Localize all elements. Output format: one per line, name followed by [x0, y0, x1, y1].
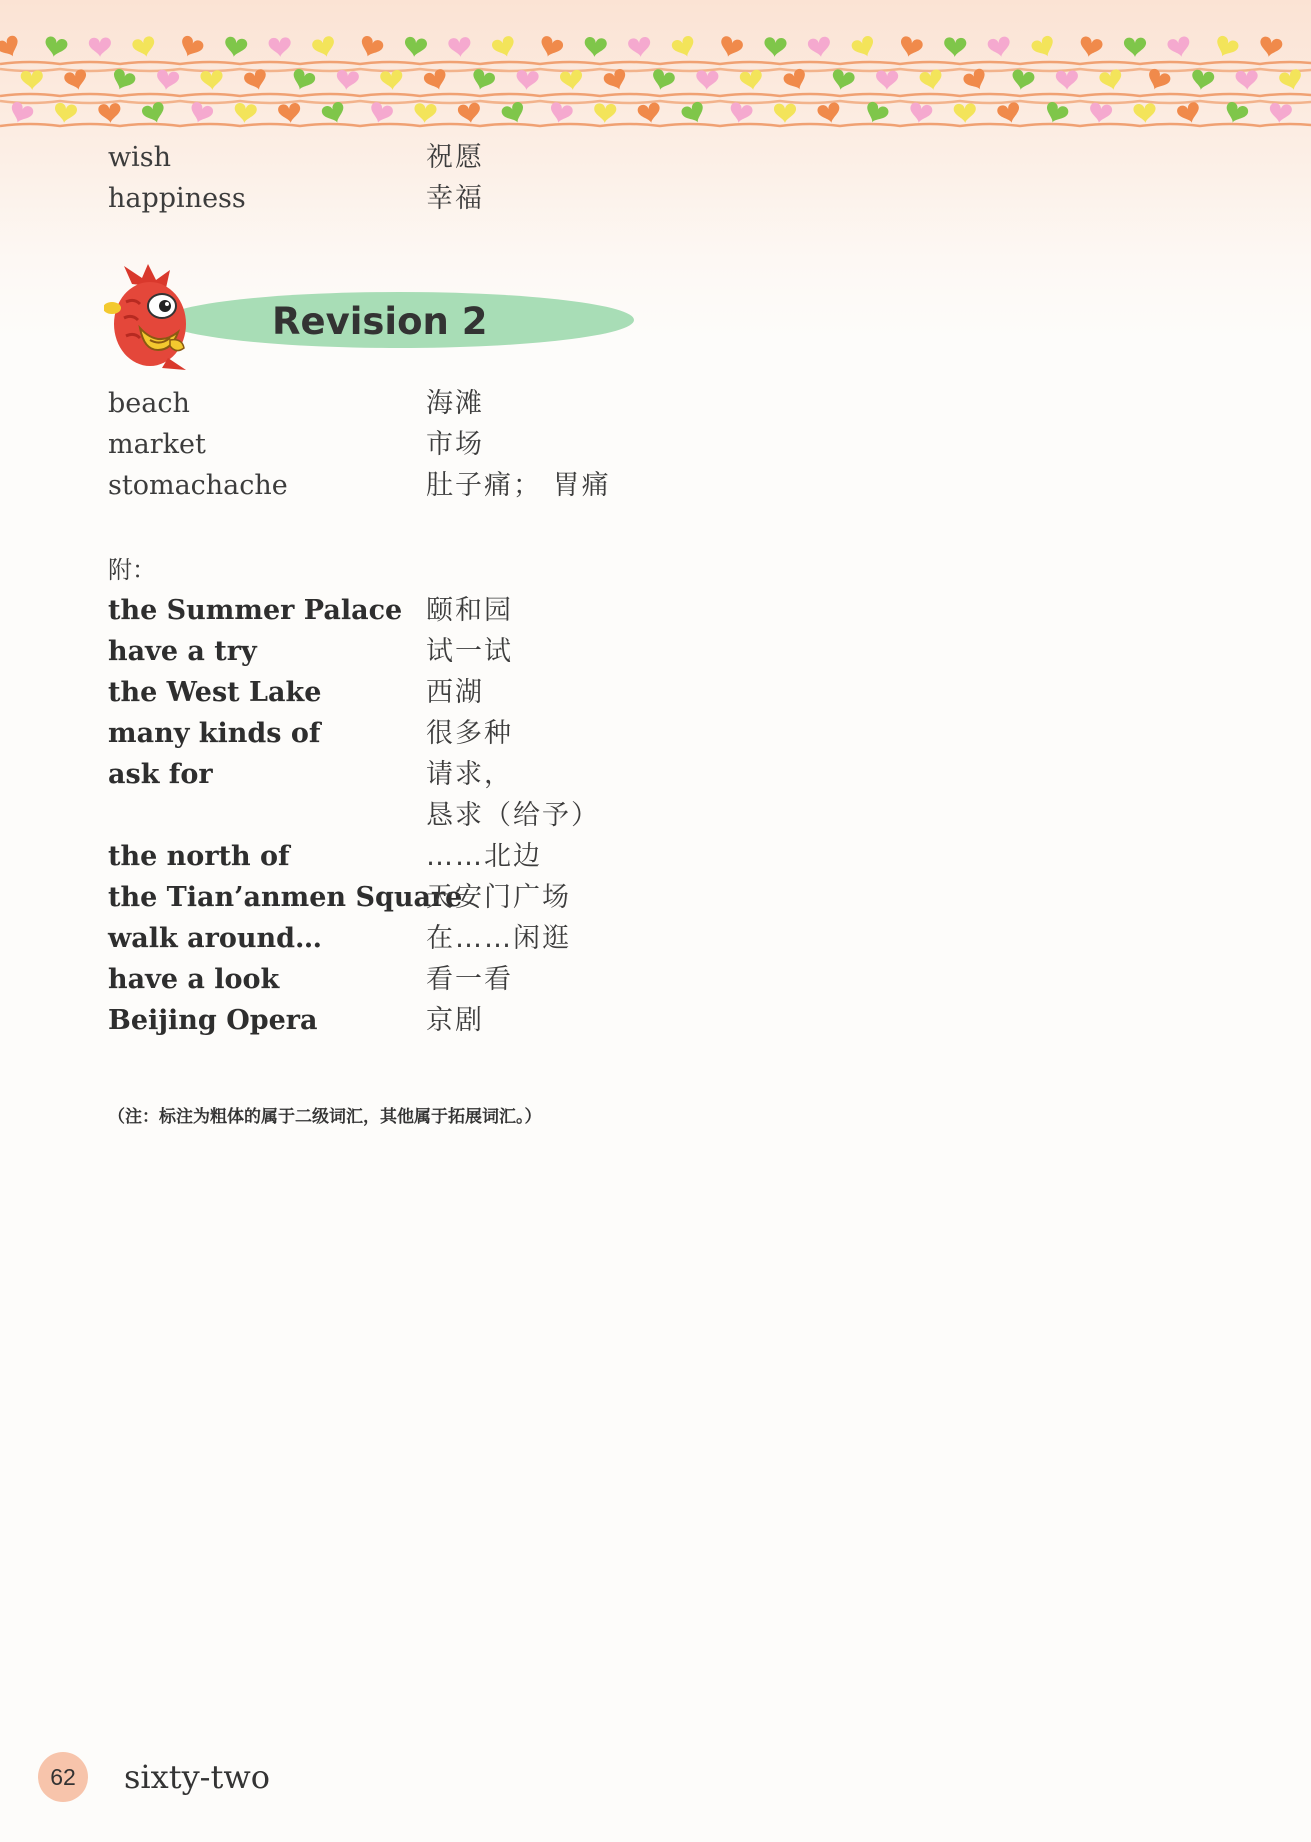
appendix-label: 附：	[108, 556, 156, 584]
phrase-english: have a look	[108, 964, 280, 995]
revision-banner	[104, 262, 634, 374]
vocab-row	[0, 466, 900, 506]
heart-icon	[670, 35, 697, 61]
heart-icon	[1030, 34, 1058, 61]
phrase-row	[0, 796, 900, 836]
phrase-chinese: 试一试	[426, 636, 513, 667]
footnote: （注：标注为粗体的属于二级词汇，其他属于拓展词汇。）	[108, 1107, 542, 1127]
vocab-english: beach	[108, 388, 190, 419]
heart-icon	[954, 103, 977, 123]
garland-string	[0, 124, 1311, 126]
heart-icon	[1222, 101, 1249, 127]
vocab-english: happiness	[108, 183, 246, 214]
heart-icon	[403, 36, 428, 58]
heart-icon	[268, 37, 291, 58]
heart-icon	[830, 68, 856, 92]
phrase-english: many kinds of	[108, 718, 321, 749]
heart-icon	[1042, 100, 1070, 126]
phrase-row	[0, 919, 900, 959]
heart-icon	[594, 103, 617, 123]
heart-icon	[728, 101, 754, 125]
phrase-english: the north of	[108, 841, 290, 872]
heart-icon	[1010, 69, 1036, 93]
heart-icon	[548, 101, 574, 125]
heart-icon	[223, 36, 248, 59]
heart-icon	[1176, 101, 1203, 126]
phrase-english: walk around…	[108, 923, 322, 954]
heart-icon	[739, 69, 764, 92]
vocab-english: market	[108, 429, 206, 460]
heart-icon	[7, 100, 35, 126]
heart-icon	[457, 102, 482, 125]
phrase-english: the Tian’anmen Square	[108, 882, 463, 913]
heart-icon	[89, 37, 111, 57]
heart-icon	[515, 70, 539, 91]
fish-mascot-icon	[104, 262, 194, 374]
heart-icon	[491, 35, 518, 60]
phrase-row	[0, 632, 900, 672]
page-number-words: sixty-two	[124, 1758, 270, 1796]
phrase-chinese: 很多种	[426, 718, 513, 749]
heart-icon	[696, 70, 719, 91]
heart-icon	[559, 69, 584, 91]
heart-icon	[1056, 70, 1078, 90]
phrase-row	[0, 1001, 900, 1041]
heart-icon	[43, 36, 69, 60]
heart-icon	[357, 34, 385, 60]
heart-icon	[21, 70, 44, 90]
vocab-row	[0, 425, 900, 465]
vocab-row	[0, 179, 900, 219]
heart-icon	[583, 37, 607, 59]
heart-icon	[1235, 70, 1258, 91]
heart-icon	[448, 37, 472, 58]
heart-icon	[996, 101, 1022, 125]
heart-icon	[876, 70, 898, 90]
heart-icon	[1088, 102, 1113, 125]
heart-icon	[763, 37, 786, 58]
heart-icon	[413, 103, 436, 124]
vocab-chinese: 肚子痛； 胃痛	[426, 470, 611, 501]
heart-icon	[177, 34, 205, 60]
phrase-english: have a try	[108, 636, 257, 667]
phrase-chinese: 西湖	[426, 677, 484, 708]
phrase-english: ask for	[108, 759, 213, 790]
phrase-chinese: 恳求（给予）	[426, 800, 600, 831]
vocab-row	[0, 138, 900, 178]
heart-icon	[233, 103, 257, 125]
heart-icon	[1268, 102, 1292, 124]
vocab-chinese: 祝愿	[426, 142, 484, 173]
heart-icon	[1166, 35, 1192, 59]
heart-icon	[816, 101, 842, 125]
phrase-row	[0, 878, 900, 918]
heart-icon	[380, 70, 404, 92]
phrase-chinese: ……北边	[426, 841, 542, 872]
vocab-row	[0, 384, 900, 424]
heart-garland-border	[0, 28, 1311, 138]
heart-icon	[53, 102, 78, 124]
heart-icon	[944, 37, 967, 57]
phrase-row	[0, 837, 900, 877]
section-title: Revision 2	[272, 300, 488, 343]
heart-icon	[850, 34, 878, 60]
page-number: 62	[50, 1764, 76, 1790]
phrase-chinese: 天安门广场	[426, 882, 571, 913]
phrase-row	[0, 714, 900, 754]
phrase-english: Beijing Opera	[108, 1005, 318, 1036]
phrase-chinese: 京剧	[426, 1005, 484, 1036]
heart-icon	[500, 100, 528, 126]
heart-icon	[717, 35, 744, 60]
heart-icon	[335, 69, 359, 91]
garland-string	[0, 62, 1311, 64]
phrase-chinese: 看一看	[426, 964, 513, 995]
heart-icon	[278, 102, 302, 124]
phrase-chinese: 颐和园	[426, 595, 513, 626]
vocab-chinese: 市场	[426, 429, 484, 460]
heart-icon	[807, 36, 832, 59]
heart-icon	[1190, 69, 1215, 92]
heart-icon	[98, 103, 122, 124]
vocab-chinese: 幸福	[426, 183, 484, 214]
phrase-english: the Summer Palace	[108, 595, 403, 626]
phrase-row	[0, 673, 900, 713]
heart-icon	[320, 101, 347, 127]
heart-icon	[1078, 35, 1104, 59]
heart-icon	[774, 104, 796, 123]
heart-icon	[628, 36, 652, 58]
garland-string	[0, 94, 1311, 96]
heart-icon	[0, 34, 23, 61]
heart-icon	[537, 35, 564, 61]
heart-icon	[987, 36, 1012, 59]
page-number-badge	[38, 1752, 88, 1802]
phrase-chinese: 在……闲逛	[426, 923, 571, 954]
heart-icon	[155, 69, 180, 92]
vocab-english: wish	[108, 142, 171, 173]
vocab-chinese: 海滩	[426, 388, 484, 419]
vocab-english: stomachache	[108, 470, 288, 501]
heart-icon	[131, 35, 157, 59]
phrase-chinese: 请求，	[426, 759, 513, 790]
heart-icon	[367, 101, 394, 126]
heart-icon	[637, 102, 662, 125]
heart-icon	[187, 101, 214, 127]
phrase-english: the West Lake	[108, 677, 322, 708]
heart-icon	[649, 68, 676, 93]
heart-icon	[311, 35, 338, 60]
heart-icon	[1133, 103, 1156, 124]
phrase-row	[0, 960, 900, 1000]
heart-icon	[469, 68, 496, 93]
heart-icon	[141, 101, 168, 126]
phrase-row	[0, 591, 900, 631]
heart-icon	[1212, 34, 1240, 61]
heart-icon	[200, 70, 223, 91]
phrase-row	[0, 755, 900, 795]
heart-icon	[1124, 38, 1146, 57]
heart-icon	[908, 102, 933, 125]
heart-icon	[898, 35, 924, 59]
heart-icon	[1258, 36, 1283, 59]
